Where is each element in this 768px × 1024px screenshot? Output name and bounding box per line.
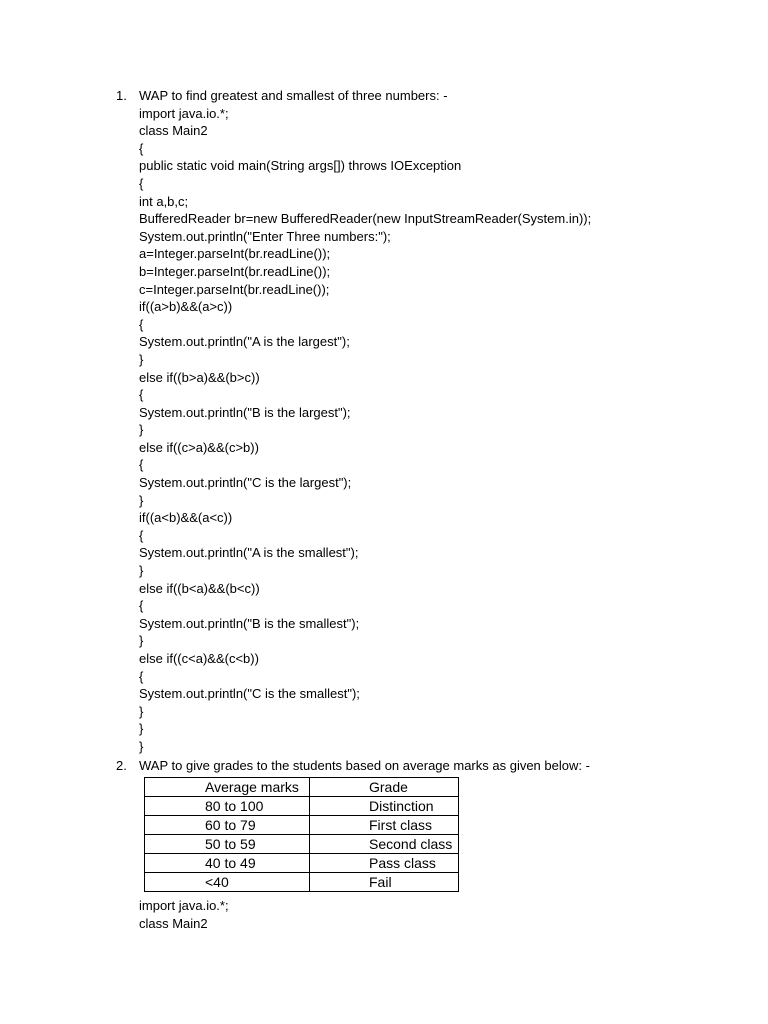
code-line: System.out.println("C is the smallest");: [139, 686, 360, 702]
table-header-cell: Average marks: [145, 778, 310, 797]
code-line: BufferedReader br=new BufferedReader(new InputStreamReader(System.in));: [139, 211, 592, 227]
code-line: }: [139, 351, 144, 367]
code-line: import java.io.*;: [139, 105, 229, 121]
table-cell: 50 to 59: [145, 835, 310, 854]
code-line: {: [139, 316, 144, 332]
table-header-cell: Grade: [310, 778, 459, 797]
table-row: [145, 854, 459, 873]
code-line: System.out.println("C is the largest");: [139, 475, 352, 491]
item-heading: WAP to find greatest and smallest of three numbers: -: [139, 88, 448, 103]
code-line: System.out.println("A is the smallest");: [139, 545, 359, 561]
list-item-body: [139, 757, 590, 775]
table-cell: 80 to 100: [145, 797, 310, 816]
code-line: System.out.println("B is the smallest");: [139, 615, 360, 631]
code-line: class Main2: [139, 123, 208, 139]
code-line: System.out.println("Enter Three numbers:");: [139, 228, 391, 244]
code-line: }: [139, 422, 144, 438]
code-line: else if((c<a)&&(c<b)): [139, 651, 259, 666]
code-line: }: [139, 721, 144, 737]
code-line: else if((b<a)&&(b<c)): [139, 580, 260, 596]
code-line: System.out.println("B is the largest");: [139, 404, 351, 420]
table-row: [145, 835, 459, 854]
code-line: if((a<b)&&(a<c)): [139, 510, 233, 526]
code-line: class Main2: [139, 915, 208, 931]
code-line: c=Integer.parseInt(br.readLine());: [139, 281, 330, 297]
code-line: System.out.println("A is the largest");: [139, 334, 350, 350]
list-item-body: [139, 87, 591, 756]
code-line: }: [139, 492, 144, 508]
code-block: [139, 897, 229, 932]
code-line: {: [139, 527, 144, 543]
code-line: }: [139, 703, 144, 719]
code-line: {: [139, 387, 144, 403]
table-row: [145, 816, 459, 835]
code-line: else if((b>a)&&(b>c)): [139, 369, 260, 385]
code-line: import java.io.*;: [139, 898, 229, 913]
code-line: }: [139, 738, 144, 754]
code-line: }: [139, 563, 144, 579]
code-line: else if((c>a)&&(c>b)): [139, 439, 259, 455]
code-line: {: [139, 140, 144, 156]
table-cell: Fail: [310, 873, 459, 892]
code-line: public static void main(String args[]) throws IOException: [139, 158, 462, 174]
code-line: a=Integer.parseInt(br.readLine());: [139, 246, 331, 262]
table-row: [145, 797, 459, 816]
code-line: {: [139, 598, 144, 614]
table-row: [145, 873, 459, 892]
code-line: {: [139, 668, 144, 684]
code-line: }: [139, 633, 144, 649]
grades-table: [144, 777, 459, 892]
list-number: 1.: [116, 88, 127, 103]
code-line: b=Integer.parseInt(br.readLine());: [139, 263, 331, 279]
code-line: {: [139, 457, 144, 473]
table-cell: Distinction: [310, 797, 459, 816]
code-line: {: [139, 175, 144, 191]
code-line: int a,b,c;: [139, 193, 189, 209]
table-cell: <40: [145, 873, 310, 892]
list-number: 2.: [116, 758, 127, 773]
code-block: [139, 105, 591, 756]
table-cell: 40 to 49: [145, 854, 310, 873]
table-cell: 60 to 79: [145, 816, 310, 835]
code-line: if((a>b)&&(a>c)): [139, 299, 233, 315]
table-cell: First class: [310, 816, 459, 835]
table-header-row: [145, 778, 459, 797]
table-cell: Pass class: [310, 854, 459, 873]
item-heading: WAP to give grades to the students based on average marks as given below: -: [139, 758, 590, 773]
table-cell: Second class: [310, 835, 459, 854]
